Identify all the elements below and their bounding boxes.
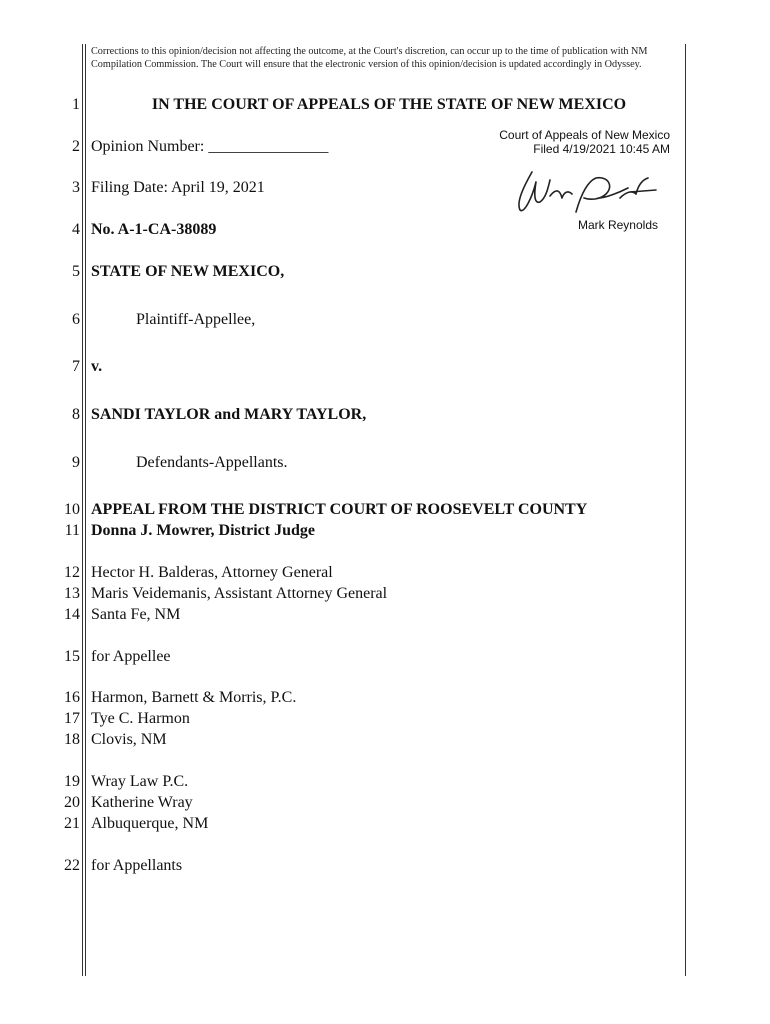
line-number: 22 (64, 857, 80, 874)
line-number: 13 (64, 585, 80, 602)
defendants-role: Defendants-Appellants. (136, 454, 288, 471)
line-number: 1 (72, 96, 80, 113)
counsel-line: Albuquerque, NM (91, 815, 209, 832)
stamp-filed: Filed 4/19/2021 10:45 AM (533, 142, 670, 156)
line-number: 20 (64, 794, 80, 811)
left-margin-rule-inner (85, 44, 86, 976)
line-number: 8 (72, 406, 80, 423)
line-number: 6 (72, 311, 80, 328)
for-appellants: for Appellants (91, 857, 183, 874)
signer-name: Mark Reynolds (577, 218, 658, 232)
counsel-line: Tye C. Harmon (91, 710, 190, 727)
appeal-from: APPEAL FROM THE DISTRICT COURT OF ROOSEVELT COUNTY (91, 501, 588, 518)
right-margin-rule (685, 44, 686, 976)
counsel-line: Wray Law P.C. (91, 773, 189, 790)
line-number: 3 (72, 179, 80, 196)
left-margin-rule-outer (82, 44, 83, 976)
line-number: 16 (64, 689, 80, 706)
for-appellee: for Appellee (91, 648, 171, 665)
case-number: No. A-1-CA-38089 (91, 221, 217, 238)
defendants-names: SANDI TAYLOR and MARY TAYLOR, (91, 406, 367, 423)
line-number: 12 (64, 564, 80, 581)
line-number: 17 (64, 710, 80, 727)
line-number: 18 (64, 731, 80, 748)
court-title: IN THE COURT OF APPEALS OF THE STATE OF NEW MEXICO (151, 96, 627, 113)
opinion-number: Opinion Number: _______________ (91, 138, 329, 155)
filing-date: Filing Date: April 19, 2021 (91, 179, 265, 196)
counsel-line: Hector H. Balderas, Attorney General (91, 564, 333, 581)
line-number: 15 (64, 648, 80, 665)
line-number: 5 (72, 263, 80, 280)
counsel-line: Maris Veidemanis, Assistant Attorney General (91, 585, 388, 602)
line-number: 10 (64, 501, 80, 518)
line-number: 19 (64, 773, 80, 790)
line-number: 7 (72, 358, 80, 375)
signature-image (510, 168, 660, 218)
filing-stamp (470, 128, 670, 156)
line-number: 14 (64, 606, 80, 623)
district-judge: Donna J. Mowrer, District Judge (91, 522, 315, 539)
line-number: 9 (72, 454, 80, 471)
plaintiff-role: Plaintiff-Appellee, (136, 311, 256, 328)
line-number: 11 (64, 522, 80, 539)
plaintiff-name: STATE OF NEW MEXICO, (91, 263, 285, 280)
counsel-line: Katherine Wray (91, 794, 193, 811)
versus: v. (91, 358, 103, 375)
corrections-notice: Corrections to this opinion/decision not affecting the outcome, at the Court's discretion, can occur up to the time of publication with NM Compilation Commission. The Court will ensure that the electronic version of this opinion/decision is updated accordingly in Odyssey. (91, 46, 648, 70)
counsel-line: Clovis, NM (91, 731, 167, 748)
line-number: 21 (64, 815, 80, 832)
counsel-line: Santa Fe, NM (91, 606, 181, 623)
counsel-line: Harmon, Barnett & Morris, P.C. (91, 689, 297, 706)
line-number: 2 (72, 138, 80, 155)
stamp-court: Court of Appeals of New Mexico (499, 128, 670, 142)
line-number: 4 (72, 221, 80, 238)
